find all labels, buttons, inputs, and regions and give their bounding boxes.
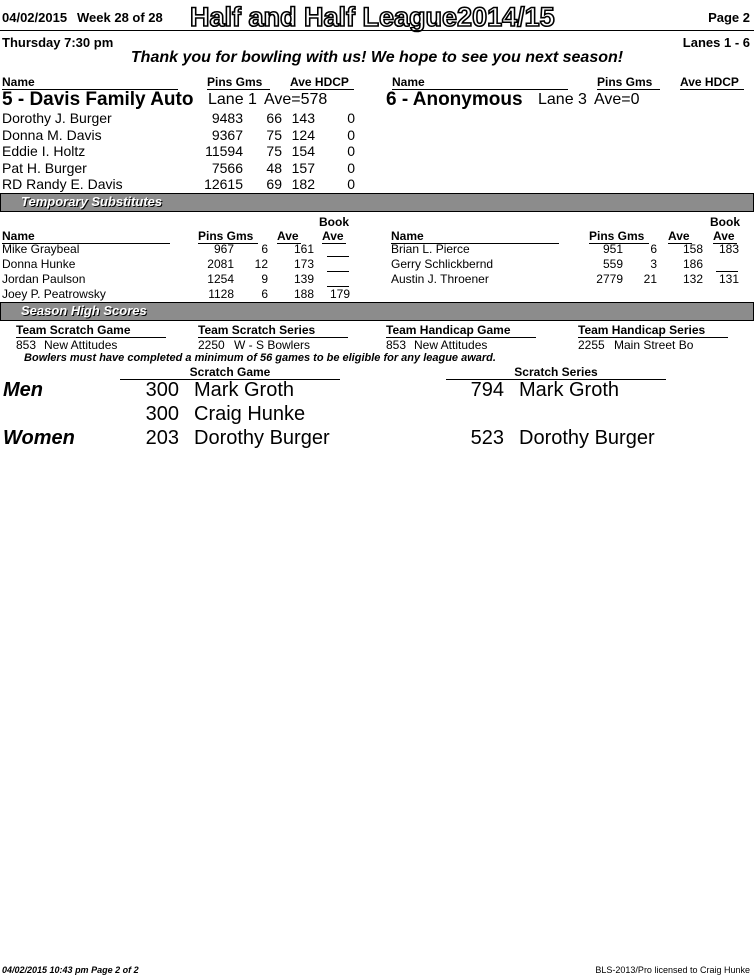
scratch-game-header: Scratch Game xyxy=(120,365,340,380)
team-high-label: Team Handicap Game xyxy=(386,323,536,338)
sub-games: 12 xyxy=(254,257,268,271)
subs-col-pins-gms-right: Pins Gms xyxy=(589,229,649,244)
bowler-name: Donna M. Davis xyxy=(2,126,102,143)
subs-section-title: Temporary Substitutes xyxy=(21,194,163,209)
high-scores-title: Season High Scores xyxy=(21,303,147,318)
women-game-name: Dorothy Burger xyxy=(194,427,330,449)
team-high-team: Main Street Bo xyxy=(614,338,694,352)
sub-games: 6 xyxy=(650,242,657,256)
bowler-average: 157 xyxy=(291,159,315,176)
sub-average: 186 xyxy=(682,257,703,271)
sub-name: Brian L. Pierce xyxy=(391,242,470,256)
bowler-average: 182 xyxy=(291,176,315,192)
scratch-series-header: Scratch Series xyxy=(446,365,666,380)
team6-ave: Ave=0 xyxy=(594,91,640,108)
subs-col-name-right: Name xyxy=(391,229,559,244)
team5-lane: Lane 1 xyxy=(208,91,257,108)
men-game-1-name: Mark Groth xyxy=(194,379,295,401)
subs-col-ave-right: Ave xyxy=(668,229,692,244)
sub-games: 3 xyxy=(650,257,657,271)
footer-timestamp: 04/02/2015 10:43 pm Page 2 of 2 xyxy=(2,965,139,975)
report-date: 04/02/2015 xyxy=(2,10,68,25)
sub-name: Gerry Schlickbernd xyxy=(391,257,494,271)
bowler-name: Dorothy J. Burger xyxy=(2,110,112,126)
men-series-name: Mark Groth xyxy=(519,379,620,401)
col-pins-gms-right: Pins Gms xyxy=(597,75,660,90)
sub-average: 161 xyxy=(293,242,314,256)
team-high-team: New Attitudes xyxy=(44,338,118,352)
subs-col-pins-gms-left: Pins Gms xyxy=(198,229,258,244)
sub-games: 6 xyxy=(261,242,268,256)
bowler-pins: 11594 xyxy=(205,143,243,159)
sub-pins: 2081 xyxy=(207,257,234,271)
bowler-pins: 9483 xyxy=(211,110,243,126)
league-title: Half and Half League2014/15 xyxy=(190,2,555,32)
bowler-games: 66 xyxy=(266,110,282,126)
men-game-2-score: 300 xyxy=(145,403,179,425)
sub-average: 139 xyxy=(293,272,314,286)
week-label: Week 28 of 28 xyxy=(77,10,163,25)
sub-pins: 559 xyxy=(602,257,623,271)
bowler-average: 143 xyxy=(291,110,315,126)
sub-name: Donna Hunke xyxy=(2,257,76,271)
bowler-games: 75 xyxy=(266,143,282,159)
sub-book-average: 183 xyxy=(718,242,739,256)
bowler-handicap: 0 xyxy=(347,159,355,176)
subs-col-book-left: Book xyxy=(319,215,349,229)
team-high-team: New Attitudes xyxy=(414,338,488,352)
women-series-score: 523 xyxy=(470,427,504,449)
bowler-name: Eddie I. Holtz xyxy=(2,143,86,159)
header-rule xyxy=(0,30,754,31)
bowler-handicap: 0 xyxy=(347,176,355,192)
sub-average: 132 xyxy=(682,272,703,286)
sub-pins: 1128 xyxy=(208,287,234,301)
sub-book-average: 131 xyxy=(718,272,739,286)
sub-name: Jordan Paulson xyxy=(2,272,86,286)
women-label: Women xyxy=(3,427,75,449)
men-game-2-name: Craig Hunke xyxy=(194,403,306,425)
footer-license: BLS-2013/Pro licensed to Craig Hunke xyxy=(595,965,750,975)
sub-book-blank xyxy=(327,256,349,257)
team5-name: 5 - Davis Family Auto xyxy=(2,89,194,110)
bowler-average: 124 xyxy=(291,126,315,143)
sub-average: 158 xyxy=(682,242,703,256)
subs-col-book-right: Book xyxy=(710,215,740,229)
page-number: Page 2 xyxy=(708,10,750,25)
bowler-handicap: 0 xyxy=(347,126,355,143)
sub-games: 6 xyxy=(261,287,268,301)
col-ave-hdcp-right: Ave HDCP xyxy=(680,75,744,90)
team-high-score: 2250 xyxy=(198,338,225,352)
team-high-score: 853 xyxy=(386,338,407,352)
men-series-score: 794 xyxy=(470,379,504,401)
thank-you-message: Thank you for bowling with us! We hope to see you next season! xyxy=(130,49,624,66)
team-high-label: Team Handicap Series xyxy=(578,323,728,338)
women-series-name: Dorothy Burger xyxy=(519,427,655,449)
sub-average: 173 xyxy=(293,257,314,271)
team-high-label: Team Scratch Game xyxy=(16,323,166,338)
bowler-games: 69 xyxy=(266,176,282,192)
bowler-pins: 9367 xyxy=(211,126,243,143)
col-pins-gms-left: Pins Gms xyxy=(207,75,270,90)
team6-name: 6 - Anonymous xyxy=(386,89,523,110)
men-game-1-score: 300 xyxy=(145,379,179,401)
sub-pins: 1254 xyxy=(207,272,234,286)
bowler-name: RD Randy E. Davis xyxy=(2,176,123,192)
sub-average: 188 xyxy=(293,287,314,301)
sub-name: Joey P. Peatrowsky xyxy=(2,287,106,301)
subs-col-bookave-left: Ave xyxy=(322,229,346,244)
team6-lane: Lane 3 xyxy=(538,91,587,108)
award-eligibility-note: Bowlers must have completed a minimum of 56 games to be eligible for any league award. xyxy=(24,352,496,364)
sub-games: 9 xyxy=(261,272,268,286)
bowler-handicap: 0 xyxy=(347,143,355,159)
subs-col-name-left: Name xyxy=(2,229,170,244)
col-ave-hdcp-left: Ave HDCP xyxy=(290,75,354,90)
bowler-pins: 7566 xyxy=(211,159,243,176)
col-name-left: Name xyxy=(2,75,178,90)
team5-ave: Ave=578 xyxy=(264,91,328,108)
sub-name: Mike Graybeal xyxy=(2,242,80,256)
high-scores-band xyxy=(0,302,754,321)
sub-name: Austin J. Throener xyxy=(391,272,489,286)
day-time: Thursday 7:30 pm xyxy=(2,35,114,50)
lanes-label: Lanes 1 - 6 xyxy=(682,35,750,50)
team-high-team: W - S Bowlers xyxy=(234,338,311,352)
subs-section-band xyxy=(0,193,754,212)
subs-col-bookave-right: Ave xyxy=(713,229,737,244)
team-high-label: Team Scratch Series xyxy=(198,323,348,338)
subs-col-ave-left: Ave xyxy=(277,229,301,244)
team-high-score: 2255 xyxy=(578,338,605,352)
sub-book-average: 179 xyxy=(329,287,350,301)
sub-pins: 2779 xyxy=(596,272,623,286)
bowler-pins: 12615 xyxy=(204,176,243,192)
men-label: Men xyxy=(3,379,43,401)
sub-games: 21 xyxy=(643,272,657,286)
bowler-handicap: 0 xyxy=(347,110,355,126)
sub-book-blank xyxy=(327,271,349,272)
sub-pins: 951 xyxy=(602,242,623,256)
bowler-games: 75 xyxy=(266,126,282,143)
bowler-games: 48 xyxy=(266,159,282,176)
sub-pins: 967 xyxy=(213,242,234,256)
bowler-average: 154 xyxy=(291,143,315,159)
col-name-right: Name xyxy=(392,75,568,90)
team-high-score: 853 xyxy=(16,338,37,352)
women-game-score: 203 xyxy=(145,427,179,449)
bowler-name: Pat H. Burger xyxy=(2,159,87,176)
